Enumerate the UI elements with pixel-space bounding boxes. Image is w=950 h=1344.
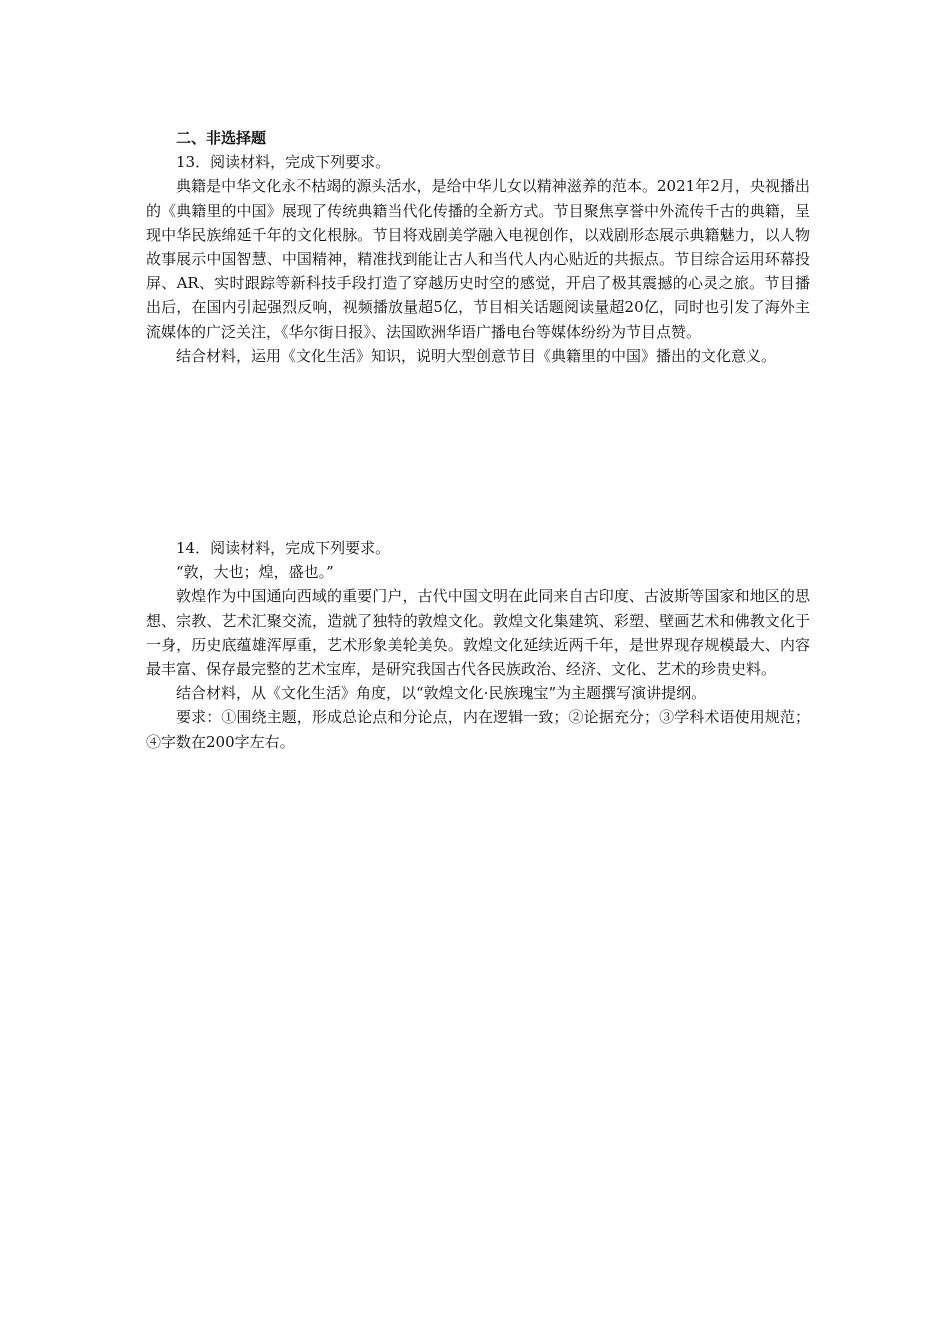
question-14 [146, 536, 810, 754]
question-13 [146, 150, 810, 368]
q14-task: 结合材料，从《文化生活》角度，以“敦煌文化·民族瑰宝”为主题撰写演讲提纲。 [176, 684, 707, 703]
q13-material: 典籍是中华文化永不枯竭的源头活水，是给中华儿女以精神滋养的范本。2021年2月，央视播出的《典籍里的中国》展现了传统典籍当代化传播的全新方式。节目聚焦享誉中外流传千古的典籍，呈现中华民族绵延千年的文化根脉。节目将戏剧美学融入电视创作，以戏剧形态展示典籍魅力，以人物故事展示中国智慧、中国精神，精准找到能让古人和当代人内心贴近的共振点。节目综合运用环幕投屏、AR、实时跟踪等新科技手段打造了穿越历史时空的感觉，开启了极其震撼的心灵之旅。节目播出后，在国内引起强烈反响，视频播放量超5亿，节目相关话题阅读量超20亿，同时也引发了海外主流媒体的广泛关注，《华尔街日报》、法国欧洲华语广播电台等媒体纷纷为节目点赞。 [146, 177, 810, 341]
document-page [146, 126, 810, 754]
q14-prompt: 14．阅读材料，完成下列要求。 [176, 539, 391, 558]
q14-material: 敦煌作为中国通向西域的重要门户，古代中国文明在此同来自古印度、古波斯等国家和地区的思想、宗教、艺术汇聚交流，造就了独特的敦煌文化。敦煌文化集建筑、彩塑、壁画艺术和佛教文化于一身，历史底蕴雄浑厚重，艺术形象美轮美奂。敦煌文化延续近两千年，是世界现存规模最大、内容最丰富、保存最完整的艺术宝库，是研究我国古代各民族政治、经济、文化、艺术的珍贵史料。 [146, 587, 810, 679]
answer-space [146, 368, 810, 536]
section-heading: 二、非选择题 [176, 129, 267, 147]
q13-prompt: 13．阅读材料，完成下列要求。 [176, 153, 391, 172]
q13-task: 结合材料，运用《文化生活》知识，说明大型创意节目《典籍里的中国》播出的文化意义。 [176, 346, 777, 365]
q14-quote: “敦，大也；煌，盛也。” [176, 563, 334, 582]
q14-requirements: 要求：①围绕主题，形成总论点和分论点，内在逻辑一致；②论据充分；③学科术语使用规范；④字数在200字左右。 [146, 708, 810, 751]
